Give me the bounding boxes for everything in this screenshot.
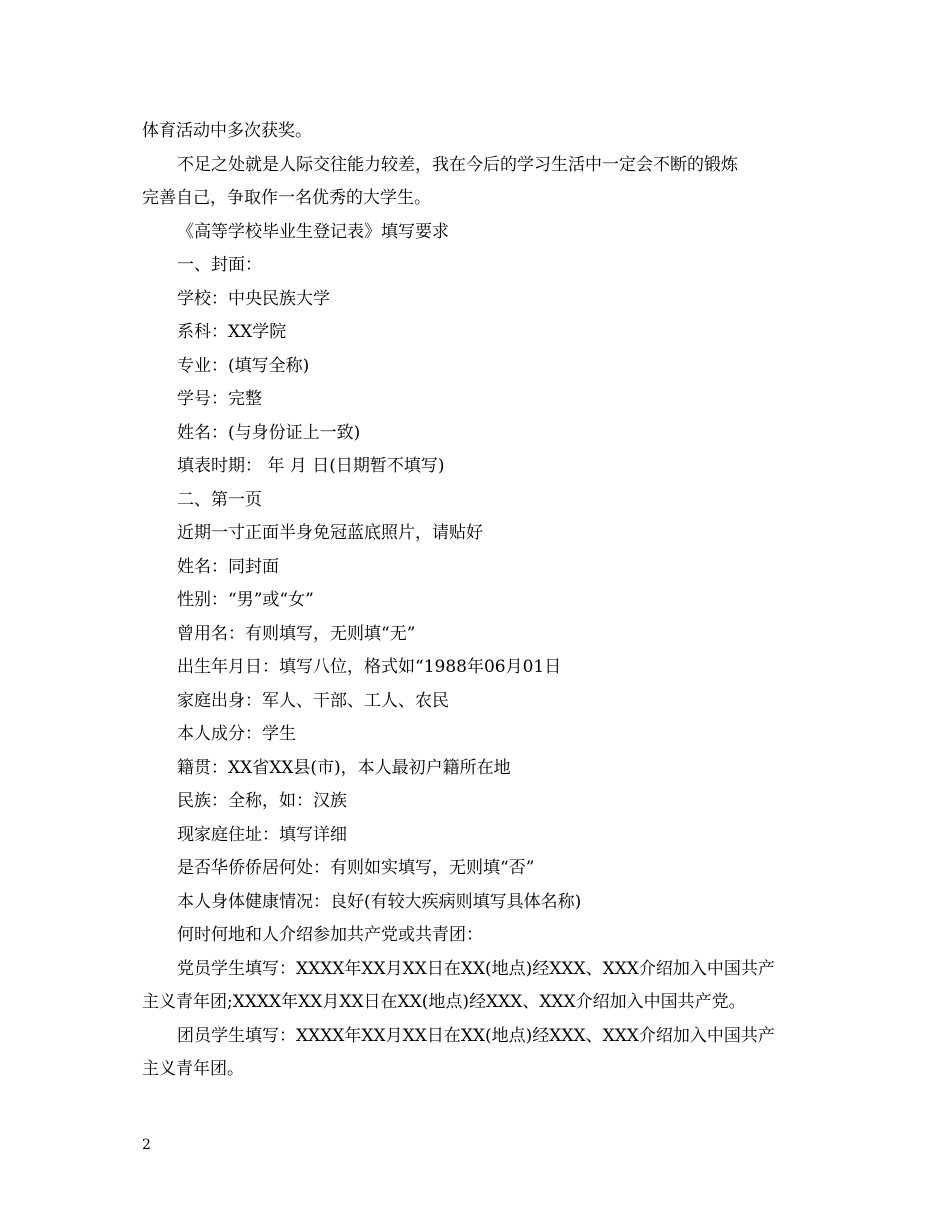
text-line: 是否华侨侨居何处：有则如实填写，无则填“否” [177, 858, 535, 878]
text-line: 团员学生填写：XXXX年XX月XX日在XX(地点)经XXX、XXX介绍加入中国共产 [177, 1025, 775, 1046]
text-line: 本人成分：学生 [177, 724, 296, 744]
text-line: 一、封面： [177, 255, 262, 275]
text-line: 现家庭住址：填写详细 [177, 824, 347, 845]
text-line: 出生年月日：填写八位，格式如“1988年06月01日 [177, 657, 562, 677]
text-line: 主义青年团。 [142, 1059, 244, 1079]
text-line: 党员学生填写：XXXX年XX月XX日在XX(地点)经XXX、XXX介绍加入中国共产 [177, 958, 775, 979]
text-line: 民族：全称，如：汉族 [177, 791, 347, 811]
text-line: 姓名：同封面 [177, 556, 279, 577]
text-line: 何时何地和人介绍参加共产党或共青团： [177, 925, 483, 945]
text-line: 学校：中央民族大学 [177, 288, 330, 309]
text-line: 专业：(填写全称) [177, 355, 310, 376]
text-line: 主义青年团;XXXX年XX月XX日在XX(地点)经XXX、XXX介绍加入中国共产党。 [142, 992, 746, 1012]
text-line: 填表时期： 年 月 日(日期暂不填写) [177, 456, 445, 476]
text-line: 《高等学校毕业生登记表》填写要求 [177, 221, 449, 242]
text-line: 学号：完整 [177, 389, 262, 409]
text-line: 姓名：(与身份证上一致) [177, 422, 361, 443]
text-line: 系科：XX学院 [177, 322, 287, 342]
text-line: 本人身体健康情况：良好(有较大疾病则填写具体名称) [177, 891, 582, 912]
text-line: 不足之处就是人际交往能力较差，我在今后的学习生活中一定会不断的锻炼 [177, 154, 738, 175]
text-line: 体育活动中多次获奖。 [142, 121, 312, 141]
page-number: 2 [142, 1137, 151, 1153]
text-line: 性别：“男”或“女” [177, 590, 314, 610]
document-body [142, 115, 812, 1087]
text-line: 完善自己，争取作一名优秀的大学生。 [142, 188, 431, 208]
text-line: 籍贯：XX省XX县(市)，本人最初户籍所在地 [177, 757, 511, 778]
text-line: 近期一寸正面半身免冠蓝底照片，请贴好 [177, 523, 483, 543]
text-line: 二、第一页 [177, 489, 262, 510]
text-line: 家庭出身：军人、干部、工人、农民 [177, 690, 449, 711]
text-line: 曾用名：有则填写，无则填“无” [177, 623, 416, 644]
